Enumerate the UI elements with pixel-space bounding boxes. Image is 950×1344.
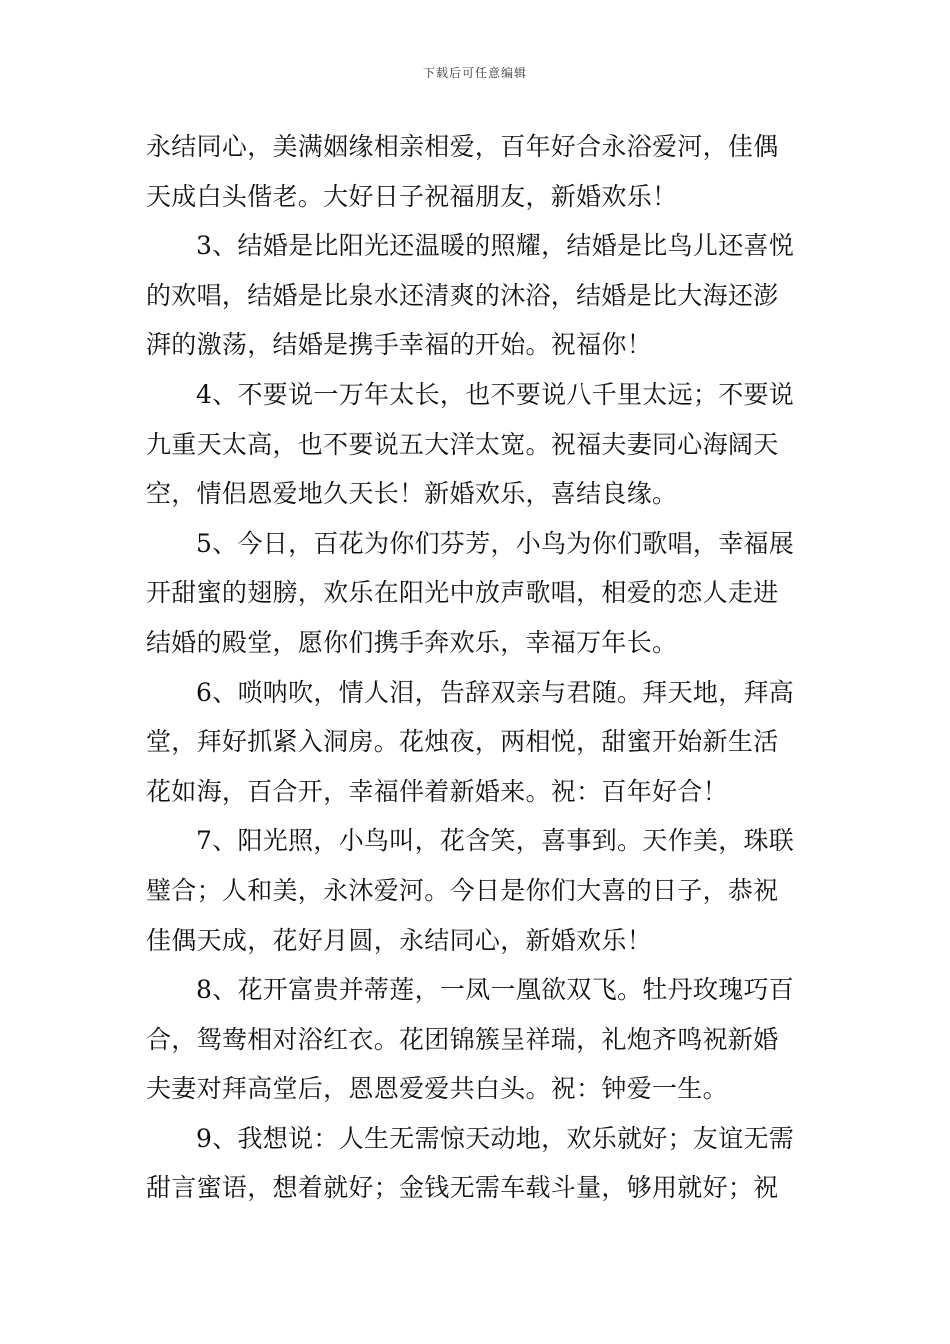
text-line: 堂，拜好抓紧入洞房。花烛夜，两相悦，甜蜜开始新生活 xyxy=(146,727,779,757)
text-line: 九重天太高，也不要说五大洋太宽。祝福夫妻同心海阔天 xyxy=(146,429,779,459)
text-line: 合，鸳鸯相对浴红衣。花团锦簇呈祥瑞，礼炮齐鸣祝新婚 xyxy=(146,1024,779,1054)
text-line: 璧合；人和美，永沐爱河。今日是你们大喜的日子，恭祝 xyxy=(146,875,779,905)
text-line: 夫妻对拜高堂后，恩恩爱爱共白头。祝：钟爱一生。 xyxy=(146,1074,728,1104)
text-line: 结婚的殿堂，愿你们携手奔欢乐，幸福万年长。 xyxy=(146,627,678,657)
text-line: 甜言蜜语，想着就好；金钱无需车载斗量，够用就好；祝 xyxy=(146,1173,779,1203)
paragraph-start-8: 8、花开富贵并蒂莲，一凤一凰欲双飞。牡丹玫瑰巧百 xyxy=(196,975,795,1005)
text-line: 永结同心，美满姻缘相亲相爱，百年好合永浴爱河，佳偶 xyxy=(146,132,779,161)
text-line: 花如海，百合开，幸福伴着新婚来。祝：百年好合！ xyxy=(146,776,728,806)
text-line: 空，情侣恩爱地久天长！新婚欢乐，喜结良缘。 xyxy=(146,479,678,509)
paragraph-start-9: 9、我想说：人生无需惊天动地，欢乐就好；友谊无需 xyxy=(196,1123,795,1153)
text-line: 天成白头偕老。大好日子祝福朋友，新婚欢乐！ xyxy=(146,181,678,211)
paragraph-start-6: 6、唢呐吹，情人泪，告辞双亲与君随。拜天地，拜高 xyxy=(196,677,795,707)
paragraph-start-5: 5、今日，百花为你们芬芳，小鸟为你们歌唱，幸福展 xyxy=(196,528,795,558)
page-header: 下载后可任意编辑 xyxy=(422,66,527,80)
document-body xyxy=(146,122,806,1213)
text-line: 的欢唱，结婚是比泉水还清爽的沐浴，结婚是比大海还澎 xyxy=(146,280,779,310)
paragraph-start-4: 4、不要说一万年太长，也不要说八千里太远；不要说 xyxy=(196,379,795,409)
paragraph-start-3: 3、结婚是比阳光还温暖的照耀，结婚是比鸟儿还喜悦 xyxy=(196,231,795,261)
paragraph-start-7: 7、阳光照，小鸟叫，花含笑，喜事到。天作美，珠联 xyxy=(196,826,795,856)
text-line: 佳偶天成，花好月圆，永结同心，新婚欢乐！ xyxy=(146,925,653,955)
text-line: 开甜蜜的翅膀，欢乐在阳光中放声歌唱，相爱的恋人走进 xyxy=(146,578,779,608)
text-line: 湃的激荡，结婚是携手幸福的开始。祝福你！ xyxy=(146,330,653,360)
